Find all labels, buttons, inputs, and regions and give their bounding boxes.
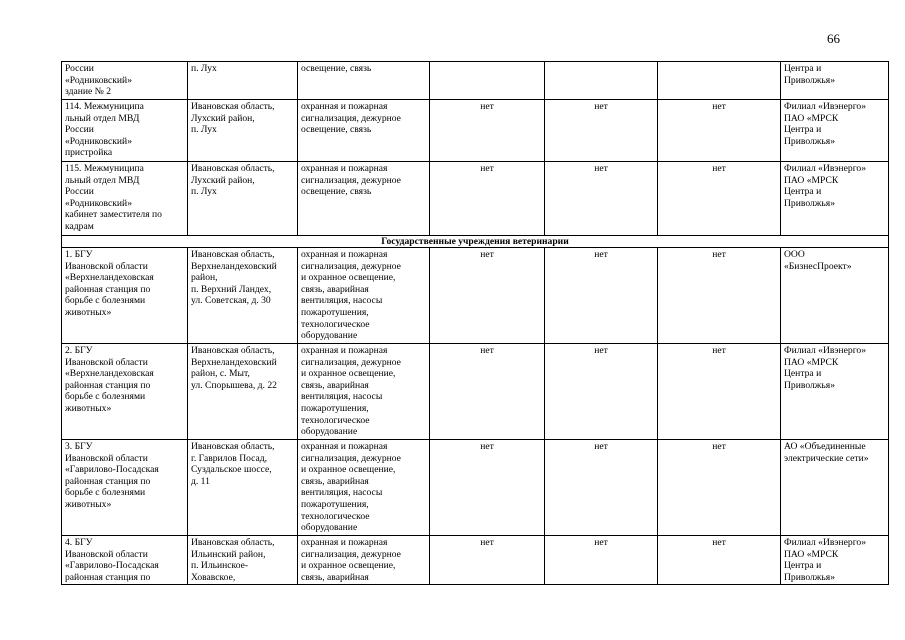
equipment-cell: охранная и пожарная сигнализация, дежурное и охранное освещение, связь, аварийная вентиляция, насосы пожаротушения, технологическое оборудование (298, 344, 430, 440)
org-cell: 2. БГУ Ивановской области «Верхнеландеховская районная станция по борьбе с болезнями животных» (62, 344, 188, 440)
address-cell: Ивановская область, Верхнеландеховский район, п. Верхний Ландех, ул. Советская, д. 30 (188, 248, 298, 344)
org-cell: 1. БГУ Ивановской области «Верхнеландеховская районная станция по борьбе с болезнями животных» (62, 248, 188, 344)
status-cell: нет (658, 440, 781, 536)
supplier-cell: ООО «БизнесПроект» (781, 248, 889, 344)
table-row (62, 440, 889, 536)
org-cell: 3. БГУ Ивановской области «Гаврилово-Посадская районная станция по борьбе с болезнями животных» (62, 440, 188, 536)
address-cell: п. Лух (188, 62, 298, 100)
table-row (62, 100, 889, 162)
status-cell: нет (545, 536, 658, 585)
table-row (62, 344, 889, 440)
status-cell: нет (430, 344, 545, 440)
table-row (62, 62, 889, 100)
page-number: 66 (827, 31, 840, 46)
org-cell: 115. Межмуниципа льный отдел МВД России «Родниковский» кабинет заместителя по кадрам (62, 162, 188, 236)
address-cell: Ивановская область, г. Гаврилов Посад, Суздальское шоссе, д. 11 (188, 440, 298, 536)
section-title: Государственные учреждения ветеринарии (62, 236, 889, 248)
equipment-cell: охранная и пожарная сигнализация, дежурное и охранное освещение, связь, аварийная вентиляция, насосы пожаротушения, технологическое оборудование (298, 248, 430, 344)
supplier-cell: Филиал «Ивэнерго» ПАО «МРСК Центра и Приволжья» (781, 100, 889, 162)
table-row (62, 162, 889, 236)
status-cell: нет (658, 100, 781, 162)
status-cell: нет (658, 162, 781, 236)
supplier-cell: Филиал «Ивэнерго» ПАО «МРСК Центра и Приволжья» (781, 162, 889, 236)
org-cell: 114. Межмуниципа льный отдел МВД России «Родниковский» пристройка (62, 100, 188, 162)
address-cell: Ивановская область, Верхнеландеховский район, с. Мыт, ул. Спорышева, д. 22 (188, 344, 298, 440)
status-cell: нет (430, 536, 545, 585)
address-cell: Ивановская область, Лухский район, п. Лух (188, 162, 298, 236)
equipment-cell: освещение, связь (298, 62, 430, 100)
status-cell: нет (430, 248, 545, 344)
status-cell: нет (430, 162, 545, 236)
equipment-cell: охранная и пожарная сигнализация, дежурное освещение, связь (298, 100, 430, 162)
status-cell: нет (545, 100, 658, 162)
status-cell: нет (430, 100, 545, 162)
status-cell: нет (658, 536, 781, 585)
supplier-cell: Филиал «Ивэнерго» ПАО «МРСК Центра и Приволжья» (781, 344, 889, 440)
status-cell: нет (658, 344, 781, 440)
status-cell: нет (658, 248, 781, 344)
status-cell: нет (545, 440, 658, 536)
section-row (62, 236, 889, 248)
equipment-cell: охранная и пожарная сигнализация, дежурное освещение, связь (298, 162, 430, 236)
table-row (62, 536, 889, 585)
supplier-cell: Центра и Приволжья» (781, 62, 889, 100)
status-cell: нет (545, 344, 658, 440)
equipment-cell: охранная и пожарная сигнализация, дежурное и охранное освещение, связь, аварийная (298, 536, 430, 585)
status-cell (430, 62, 545, 100)
status-cell (545, 62, 658, 100)
supplier-cell: Филиал «Ивэнерго» ПАО «МРСК Центра и Приволжья» (781, 536, 889, 585)
address-cell: Ивановская область, Лухский район, п. Лух (188, 100, 298, 162)
status-cell: нет (545, 162, 658, 236)
status-cell (658, 62, 781, 100)
status-cell: нет (430, 440, 545, 536)
table-row (62, 248, 889, 344)
org-cell: России «Родниковский» здание № 2 (62, 62, 188, 100)
address-cell: Ивановская область, Ильинский район, п. Ильинское- Ховавское, (188, 536, 298, 585)
status-cell: нет (545, 248, 658, 344)
supplier-cell: АО «Объединенные электрические сети» (781, 440, 889, 536)
equipment-cell: охранная и пожарная сигнализация, дежурное и охранное освещение, связь, аварийная вентиляция, насосы пожаротушения, технологическое оборудование (298, 440, 430, 536)
org-cell: 4. БГУ Ивановской области «Гаврилово-Посадская районная станция по (62, 536, 188, 585)
facilities-table (61, 61, 889, 585)
